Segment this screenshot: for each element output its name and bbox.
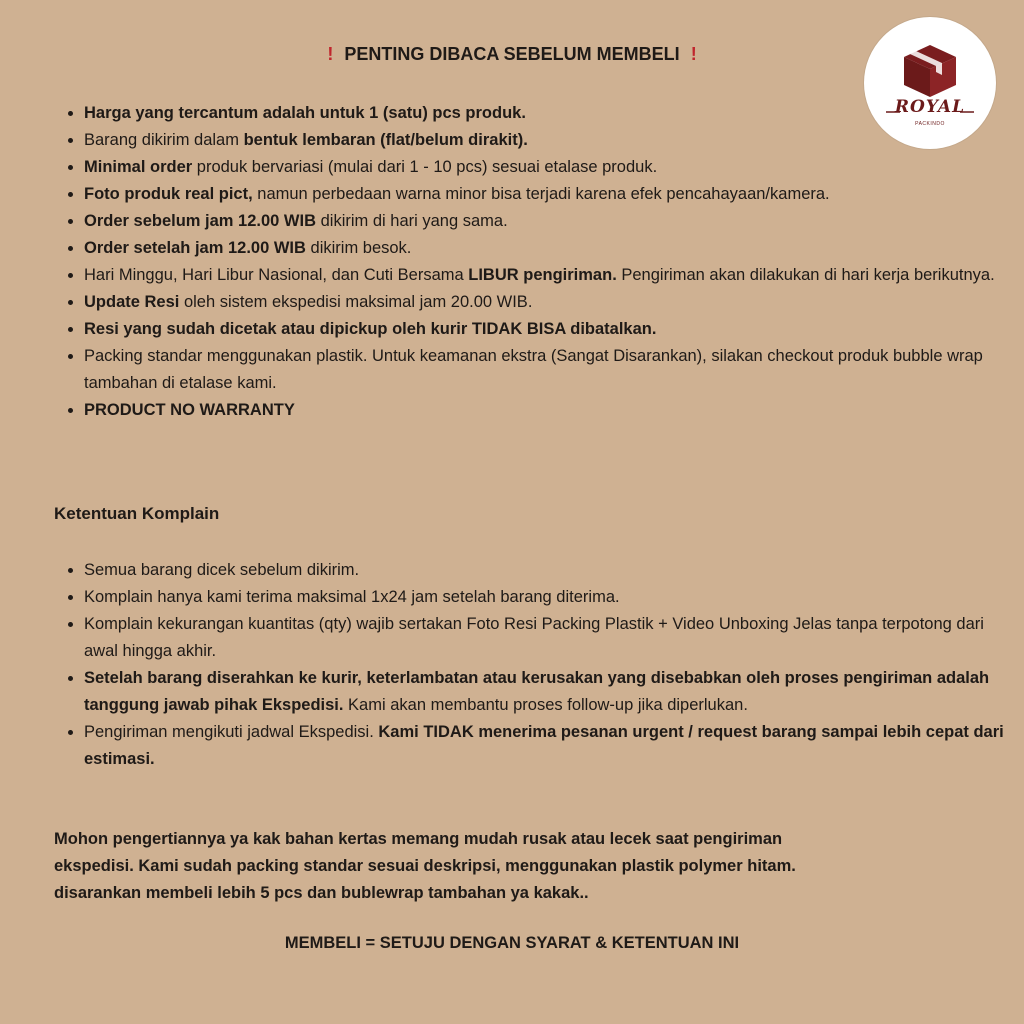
agreement-footer: MEMBELI = SETUJU DENGAN SYARAT & KETENTUAN INI [284, 934, 740, 952]
list-item: • Minimal order produk bervariasi (mulai dari 1 - 10 pcs) sesuai etalase produk. [84, 154, 1014, 181]
list-item: • Setelah barang diserahkan ke kurir, keterlambatan atau kerusakan yang disebabkan oleh proses pengiriman adalah tanggung jawab pihak Ekspedisi. Kami akan membantu proses follow-up jika diperlukan. [84, 665, 1014, 719]
logo-brand: ROYAL [894, 97, 966, 117]
notice-line: ekspedisi. Kami sudah packing standar sesuai deskripsi, menggunakan plastik polymer hitam. [54, 857, 796, 875]
complaint-rules-list [54, 557, 1014, 773]
complaint-heading: Ketentuan Komplain [54, 504, 220, 523]
exclamation-icon: ! [327, 44, 334, 64]
notice-line: Mohon pengertiannya ya kak bahan kertas memang mudah rusak atau lecek saat pengiriman [54, 830, 783, 848]
list-item: • Harga yang tercantum adalah untuk 1 (satu) pcs produk. [84, 100, 1014, 127]
list-item: • Order setelah jam 12.00 WIB dikirim besok. [84, 235, 1014, 262]
list-item: • Komplain hanya kami terima maksimal 1x24 jam setelah barang diterima. [84, 584, 1014, 611]
notice-line: disarankan membeli lebih 5 pcs dan bublewrap tambahan ya kakak.. [54, 884, 589, 902]
list-item: • Order sebelum jam 12.00 WIB dikirim di hari yang sama. [84, 208, 1014, 235]
list-item: • Komplain kekurangan kuantitas (qty) wajib sertakan Foto Resi Packing Plastik + Video Unboxing Jelas tanpa terpotong dari awal hingga akhir. [84, 611, 1014, 665]
list-item: • Resi yang sudah dicetak atau dipickup oleh kurir TIDAK BISA dibatalkan. [84, 316, 1014, 343]
logo-subtitle: PACKINDO [915, 121, 945, 127]
notice-paragraph [54, 826, 954, 907]
list-item: • Barang dikirim dalam bentuk lembaran (flat/belum dirakit). [84, 127, 1014, 154]
list-item: • Semua barang dicek sebelum dikirim. [84, 557, 1014, 584]
exclamation-icon: ! [690, 44, 697, 64]
list-item: • Foto produk real pict, namun perbedaan warna minor bisa terjadi karena efek pencahayaan/kamera. [84, 181, 1014, 208]
purchase-rules-list [54, 100, 1014, 424]
list-item: • Update Resi oleh sistem ekspedisi maksimal jam 20.00 WIB. [84, 289, 1014, 316]
list-item: • Packing standar menggunakan plastik. Untuk keamanan ekstra (Sangat Disarankan), silakan checkout produk bubble wrap tambahan di etalase kami. [84, 343, 1014, 397]
page-title-text: PENTING DIBACA SEBELUM MEMBELI [344, 44, 680, 64]
list-item: • Hari Minggu, Hari Libur Nasional, dan Cuti Bersama LIBUR pengiriman. Pengiriman akan dilakukan di hari kerja berikutnya. [84, 262, 1014, 289]
list-item: • PRODUCT NO WARRANTY [84, 397, 1014, 424]
list-item: • Pengiriman mengikuti jadwal Ekspedisi. Kami TIDAK menerima pesanan urgent / request barang sampai lebih cepat dari estimasi. [84, 719, 1014, 773]
